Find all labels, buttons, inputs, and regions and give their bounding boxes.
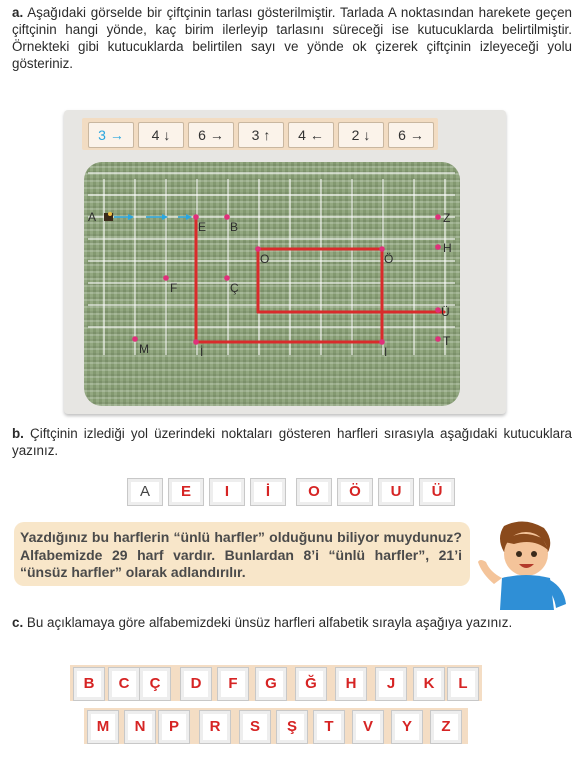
consonant-box: D [180, 667, 212, 701]
point-e [193, 214, 199, 220]
boy-illustration [474, 518, 572, 610]
direction-box-3: 6 → [188, 122, 234, 148]
point-o_umlaut [379, 246, 385, 252]
answer-box-8: Ü [419, 478, 455, 506]
section-c-instructions [12, 614, 572, 631]
section-a-instructions [12, 4, 572, 72]
point-label-f: F [170, 281, 178, 295]
consonant-box: Ş [276, 710, 308, 744]
direction-box-1: 3 → [88, 122, 134, 148]
point-label-o: O [260, 252, 270, 266]
direction-box-7: 6 → [388, 122, 434, 148]
point-label-c_cedilla: Ç [230, 281, 239, 295]
answer-box-6: Ö [337, 478, 373, 506]
consonant-box: Ğ [295, 667, 327, 701]
point-h [435, 244, 441, 250]
direction-box-5: 4 ← [288, 122, 334, 148]
info-bubble [14, 522, 470, 586]
consonant-box: M [87, 710, 119, 744]
info-text: Yazdığınız bu harflerin “ünlü harfler” olduğunu biliyor muydunuz? Alfabemizde 29 harf vardır. Bunlardan 8’i “ünlü harfler”, 21’i “ünsüz harfler” olarak adlandırılır. [20, 529, 462, 580]
point-label-b: B [230, 220, 239, 234]
answer-box-1: A [127, 478, 163, 506]
section-a-label: a. [12, 5, 24, 20]
answer-box-2: E [168, 478, 204, 506]
consonant-box: R [199, 710, 231, 744]
point-label-i: I [384, 345, 388, 359]
point-label-e: E [198, 220, 207, 234]
consonant-box: T [313, 710, 345, 744]
point-t [435, 336, 441, 342]
point-label-m: M [139, 342, 149, 356]
farmer-head [108, 212, 112, 216]
point-label-h: H [443, 241, 452, 255]
point-label-z: Z [443, 211, 451, 225]
section-b-instructions [12, 425, 572, 459]
consonant-box: Z [430, 710, 462, 744]
point-m [132, 336, 138, 342]
consonant-box: V [352, 710, 384, 744]
field-grid-overlay [64, 110, 506, 414]
section-b-text: Çiftçinin izlediği yol üzerindeki noktaları gösteren harfleri sırasıyla aşağıdaki kutucuklara yazınız. [12, 426, 572, 458]
point-o [255, 246, 261, 252]
consonant-box: K [413, 667, 445, 701]
consonant-box: G [255, 667, 287, 701]
point-i_dot [193, 339, 199, 345]
consonant-box: F [217, 667, 249, 701]
blue-arrowhead-2 [162, 214, 168, 220]
point-b [224, 214, 230, 220]
point-label-u_umlaut: Ü [441, 305, 450, 319]
consonant-box: Y [391, 710, 423, 744]
consonant-box: J [375, 667, 407, 701]
consonant-box: P [158, 710, 190, 744]
section-b-label: b. [12, 426, 24, 441]
consonant-box: N [124, 710, 156, 744]
direction-box-4: 3 ↑ [238, 122, 284, 148]
point-f [163, 275, 169, 281]
point-i [379, 339, 385, 345]
point-label-a: A [88, 210, 97, 224]
section-a-text: Aşağıdaki görselde bir çiftçinin tarlası gösterilmiştir. Tarlada A noktasından harekete geçen çiftçinin hangi yönde, kaç birim ilerleyip tarlasını süreceği ise kutucuklarda belirtilmiştir. Örnekteki gibi kutucuklarda belirtilen sayı ve yönde ok çizerek çiftçinin izleyeceği yolu gösteriniz. [12, 5, 572, 71]
consonant-box: B [73, 667, 105, 701]
point-u_umlaut [435, 307, 441, 313]
answer-box-4: İ [250, 478, 286, 506]
consonant-box: S [239, 710, 271, 744]
blue-arrowhead-3 [186, 214, 192, 220]
consonant-box: Ç [139, 667, 171, 701]
field-illustration [64, 110, 506, 414]
point-label-i_dot: İ [200, 345, 204, 359]
blue-arrowhead-1 [128, 214, 134, 220]
consonant-box: C [108, 667, 140, 701]
answer-box-7: U [378, 478, 414, 506]
point-label-t: T [443, 334, 451, 348]
point-label-o_umlaut: Ö [384, 252, 394, 266]
point-c_cedilla [224, 275, 230, 281]
section-c-text: Bu açıklamaya göre alfabemizdeki ünsüz harfleri alfabetik sırayla aşağıya yazınız. [26, 615, 513, 630]
point-z [435, 214, 441, 220]
answer-box-5: O [296, 478, 332, 506]
consonant-box: H [335, 667, 367, 701]
direction-box-6: 2 ↓ [338, 122, 384, 148]
consonant-box: L [447, 667, 479, 701]
answer-box-3: I [209, 478, 245, 506]
direction-box-2: 4 ↓ [138, 122, 184, 148]
section-c-label: c. [12, 615, 24, 630]
